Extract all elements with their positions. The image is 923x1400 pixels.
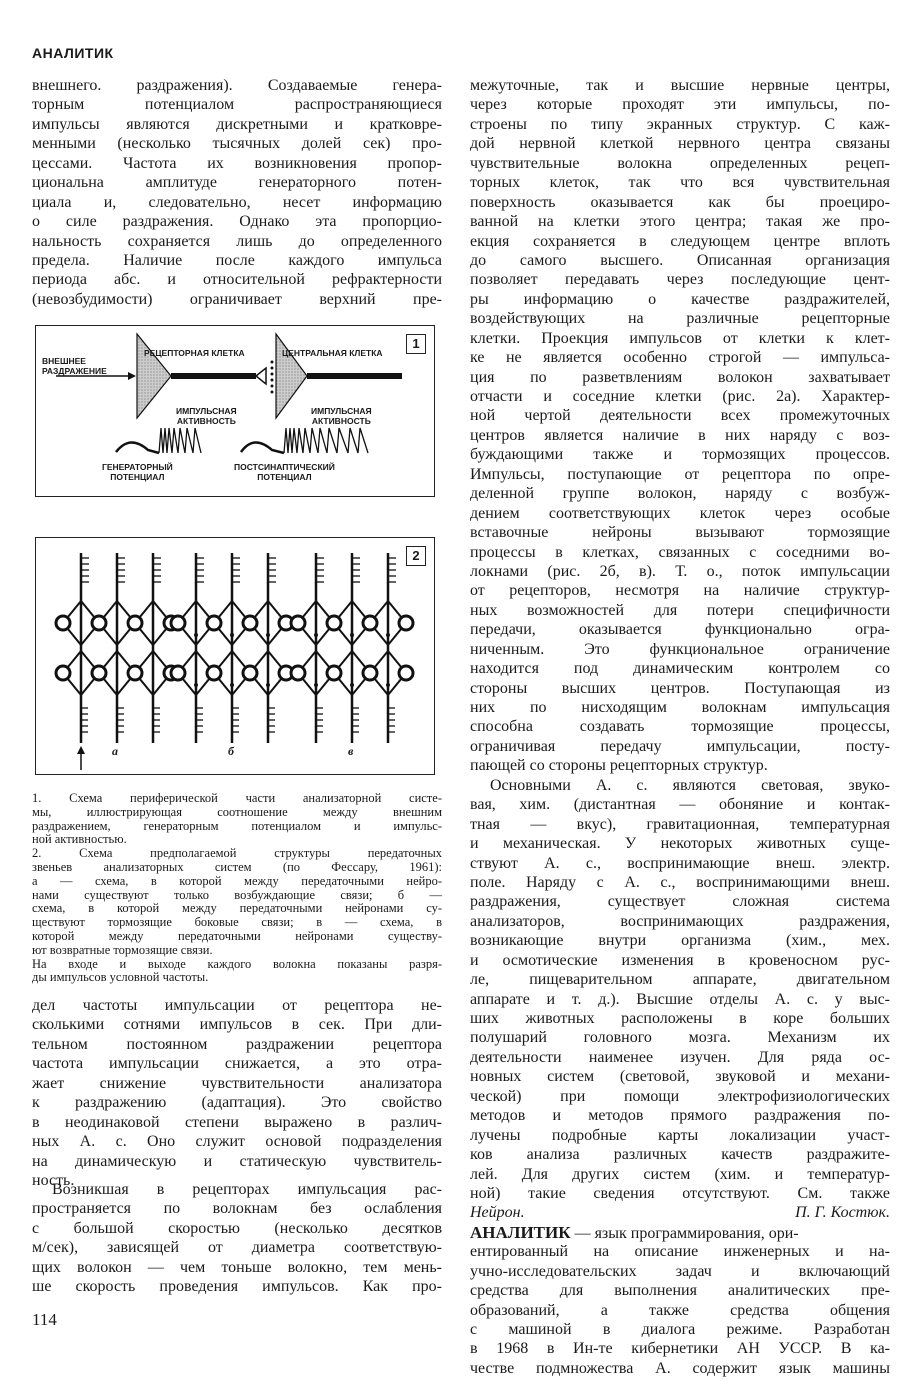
right-column <box>470 76 890 1378</box>
label-postsynaptic-potential: ПОСТСИНАПТИЧЕСКИЙ ПОТЕНЦИАЛ <box>234 462 335 482</box>
text-line: ды импульсов условной частоты. <box>32 970 209 985</box>
text-line: к раздражению (адаптация). Это свойство <box>32 1094 442 1112</box>
label-receptor-cell: РЕЦЕПТОРНАЯ КЛЕТКА <box>144 348 245 358</box>
text-line: Импульсы, поступающие от рецептора по опре- <box>470 465 890 483</box>
text-line: до самого высшего. Описанная организация <box>470 251 890 269</box>
text-line: межуточные, так и высшие нервные центры, <box>470 77 890 94</box>
postsynaptic-potential-curve <box>241 442 284 453</box>
text-line: ция по разветвлениям волокон захватывает <box>470 368 890 386</box>
neuron <box>399 666 413 680</box>
text-line: клетки. Проекция импульсов от клетки к клет- <box>470 329 890 347</box>
text-line: торным потенциалом распространяющиеся <box>32 96 442 114</box>
impulse-train-1 <box>159 428 201 453</box>
text-line: ле, пищеварительном аппарате, двигательном <box>470 971 890 989</box>
text-line: пающей со стороны рецепторных структур. <box>470 757 768 775</box>
text-line: ограничивая передачу импульсации, посту- <box>470 737 890 755</box>
text-line: о силе раздражения. Однако эта пропорцио- <box>32 213 442 231</box>
neuron <box>291 616 305 630</box>
running-head: АНАЛИТИК <box>32 45 114 61</box>
text-line: звеньев анализаторных систем (по Фессару, 1961): <box>32 859 442 874</box>
neuron <box>363 666 377 680</box>
text-line: ют возвратные тормозящие связи. <box>32 942 213 957</box>
text-line: учно-исследовательских задач и включающий <box>470 1262 890 1280</box>
text-line: внешнего. раздражения). Создаваемые генера- <box>32 77 442 94</box>
signature-line <box>470 1203 890 1222</box>
left-top-text <box>32 76 442 309</box>
text-line: позволяет передавать через последующие цент- <box>470 271 890 289</box>
neuron <box>243 666 257 680</box>
neuron <box>327 666 341 680</box>
neuron <box>243 616 257 630</box>
label-scheme-a: а <box>112 744 118 758</box>
neuron <box>92 616 106 630</box>
text-line: м/сек), зависящей от диаметра соответствую- <box>32 1239 442 1257</box>
neuron <box>171 616 185 630</box>
central-cell-body <box>276 334 307 418</box>
text-line: и механическая. У некоторых животных суще- <box>470 835 890 853</box>
text-line: стороны высших центров. Поступающая из <box>470 679 890 697</box>
left-bottom-paragraph-1 <box>32 996 442 1190</box>
inhibitory-synapse <box>266 683 270 687</box>
text-line: ческой) при помощи электрофизиологических <box>470 1087 890 1105</box>
text-line: пространяется по волокнам без ослабления <box>32 1200 442 1218</box>
text-line: центров является наличие в них наряду с воз- <box>470 426 890 444</box>
text-line: ры информацию о качестве раздражителей, <box>470 290 890 308</box>
text-line: импульсы являются дискретными и кратковре- <box>32 115 442 133</box>
left-bottom-paragraph-2 <box>32 1180 442 1297</box>
central-axon <box>307 373 402 379</box>
inhibitory-synapse <box>314 683 318 687</box>
text-line: нами существуют только возбуждающие связи; б — <box>32 887 442 902</box>
figure-number: 1 <box>406 334 426 354</box>
headword: АНАЛИТИК <box>470 1222 571 1242</box>
text-line: ной чертой деятельности всех промежуточных <box>470 407 890 425</box>
text-line: средства для выполнения аналитических пре- <box>470 1282 890 1300</box>
label-scheme-b: б <box>228 744 234 758</box>
label-central-cell: ЦЕНТРАЛЬНАЯ КЛЕТКА <box>282 348 383 358</box>
label-impulse-activity-2: ИМПУЛЬСНАЯ АКТИВНОСТЬ <box>311 406 372 426</box>
neuron <box>207 666 221 680</box>
generator-potential-curve <box>116 442 159 453</box>
text-line: на динамическую и статическую чувствитель- <box>32 1152 442 1170</box>
text-line: них по нисходящим волокнам импульсация <box>470 699 890 716</box>
text-line: методов и методов прямого раздражения по- <box>470 1107 890 1125</box>
text-line: с большой скоростью (несколько десятков <box>32 1219 442 1237</box>
text-line: ных А. с. Оно служит основой подразделения <box>32 1133 442 1151</box>
inhibitory-synapse <box>194 633 198 637</box>
text-line: способна создавать тормозящие процессы, <box>470 718 890 736</box>
right-paragraph-1 <box>470 76 890 776</box>
text-line: щих волокон — чем тоньше волокно, тем мень- <box>32 1258 442 1276</box>
text-line: ших животных расположены в коре больших <box>470 1010 890 1027</box>
inhibitory-synapse <box>230 683 234 687</box>
text-line: образований, а также средства общения <box>470 1301 890 1319</box>
text-line: дением соответствующих клеток через особые <box>470 504 890 522</box>
text-line: ществуют тормозящие боковые связи; в — схема, в <box>32 915 442 930</box>
text-line: торных клеток, так что вся чувствительная <box>470 174 890 192</box>
neuron <box>128 666 142 680</box>
entry-heading-line <box>470 1223 890 1242</box>
neuron <box>207 616 221 630</box>
label-impulse-activity-1: ИМПУЛЬСНАЯ АКТИВНОСТЬ <box>176 406 237 426</box>
text-line: чувствительные волокна определенных рецеп- <box>470 154 890 172</box>
figure-caption <box>32 792 442 985</box>
text-line: от рецепторов, несмотря на наличие структур- <box>470 582 890 600</box>
text-line: процессы в клетках, связанных с соседними во- <box>470 543 890 561</box>
author: П. Г. Костюк. <box>795 1204 890 1222</box>
text-line: ность. <box>32 1171 75 1189</box>
text-line: екция сохраняется в следующем центре вплоть <box>470 232 890 250</box>
text-line: поле. Наряду с А. с., воспринимающими внеш. <box>470 873 890 891</box>
receptor-cell-body <box>137 334 171 418</box>
text-line: поверхность оказывается как бы проециро- <box>470 193 890 211</box>
label-scheme-c: в <box>348 744 354 758</box>
neuron <box>56 616 70 630</box>
neural-network-diagram <box>36 538 436 776</box>
text-line: воздействующих на различные рецепторные <box>470 310 890 328</box>
text-line: ниченным. Это функциональное ограничение <box>470 640 890 658</box>
neuron <box>291 666 305 680</box>
text-line: ной) такие сведения отсутствуют. См. также <box>470 1184 890 1202</box>
text-line: ной активностью. <box>32 832 127 847</box>
text-line: с машиной в диалога режиме. Разработан <box>470 1321 890 1338</box>
text-line: через которые проходят эти импульсы, по- <box>470 96 890 114</box>
neuron <box>56 666 70 680</box>
text-line: На входе и выходе каждого волокна показаны разря- <box>32 956 442 971</box>
label-generator-potential: ГЕНЕРАТОРНЫЙ ПОТЕНЦИАЛ <box>102 462 173 482</box>
text-line: менными (несколько тысячных долей сек) про- <box>32 135 442 153</box>
inhibitory-synapse <box>350 633 354 637</box>
text-line: жает снижение чувствительности анализатора <box>32 1074 442 1092</box>
neuron <box>92 666 106 680</box>
text-line: вставочные нейроны вызывают тормозящие <box>470 524 890 542</box>
neuron <box>363 616 377 630</box>
text-line: ентированный на описание инженерных и на- <box>470 1243 890 1261</box>
figure-number: 2 <box>406 546 426 566</box>
synapse-dots <box>271 361 274 394</box>
inhibitory-synapse <box>386 633 390 637</box>
text-line: лей. Для других систем (хим. и температур- <box>470 1165 890 1183</box>
text-line: тная — вкус), гравитационная, температурная <box>470 815 890 833</box>
inhibitory-synapse <box>314 633 318 637</box>
text-line: в 1968 в Ин-те кибернетики АН УССР. В ка- <box>470 1340 890 1358</box>
neuron <box>327 616 341 630</box>
text-line: а — схема, в которой между передаточными нейро- <box>32 873 442 888</box>
text-line: возникающие внутри организма (хим., мех. <box>470 932 890 950</box>
arrow-head <box>77 746 85 754</box>
text-line: ванной на клетки этого центра; такая же про- <box>470 213 890 231</box>
text-line: мы, иллюстрирующая соотношение между внешним <box>32 804 442 819</box>
text-line: 2. Схема предполагаемой структуры передаточных <box>32 846 442 861</box>
text-line: сколькими сотнями импульсов в сек. При дли- <box>32 1016 442 1034</box>
neuron <box>399 616 413 630</box>
inhibitory-synapse <box>230 633 234 637</box>
text-line: вая, хим. (дистантная — обоняние и контак- <box>470 796 890 814</box>
text-line: деленной группе волокон, наряду с возбуж- <box>470 485 890 503</box>
text-line: нальность сохраняется лишь до определенного <box>32 232 442 250</box>
text-line: полушарий головного мозга. Механизм их <box>470 1029 890 1047</box>
text-line: и осмотические изменения в кровеносном рус- <box>470 951 890 969</box>
text-line: строены по типу экранных структур. С каж- <box>470 115 890 133</box>
inhibitory-synapse <box>266 633 270 637</box>
label-external-stimulus: ВНЕШНЕЕ РАЗДРАЖЕНИЕ <box>42 356 107 376</box>
text-line: ке не является особенно строгой — импульса- <box>470 349 890 367</box>
text-line: 1. Схема периферической части анализаторной систе- <box>32 791 442 805</box>
text-line: циала и, следовательно, несет информацию <box>32 193 442 211</box>
text-line: дел частоты импульсации от рецептора не- <box>32 997 442 1014</box>
text-line: цессами. Частота их возникновения пропор- <box>32 154 442 172</box>
text-line: в неодинаковой степени выражено в различ- <box>32 1113 442 1131</box>
text-line: частота импульсации снижается, а это отра- <box>32 1055 442 1073</box>
inhibitory-synapse <box>194 683 198 687</box>
text-line: (невозбудимости) ограничивает верхний пре- <box>32 290 442 308</box>
text-line: ствуют А. с., воспринимающие внеш. электр. <box>470 854 890 872</box>
inhibitory-synapse <box>350 683 354 687</box>
text-line: тельном постоянном раздражении рецептора <box>32 1035 442 1053</box>
text-line: дой нервной клеткой нервного центра связаны <box>470 135 890 153</box>
text-line: ных возможностей для потери специфичности <box>470 601 890 619</box>
text-line: лучены подробные карты локализации участ- <box>470 1126 890 1144</box>
text-line: локнами (рис. 2б, в). Т. о., поток импульсации <box>470 562 890 580</box>
entry-definition-start: — язык программирования, ори- <box>570 1224 799 1242</box>
neuron <box>128 616 142 630</box>
text-line: Основными А. с. являются световая, звуко- <box>490 776 890 794</box>
text-line: отчасти и соседние клетки (рис. 2а). Характер- <box>470 388 890 405</box>
text-line: находится под динамическим контролем со <box>470 660 890 678</box>
inhibitory-synapse <box>386 683 390 687</box>
text-line: передачи, оказывается функционально огра- <box>470 621 890 639</box>
figure-1 <box>35 325 435 497</box>
text-line: схема, в которой между передаточными нейронами су- <box>32 901 442 916</box>
text-line: Возникшая в рецепторах импульсация рас- <box>52 1181 442 1198</box>
text-line: ков анализа различных качеств раздражите- <box>470 1146 890 1164</box>
text-line: честве подмножества А. содержит язык машины <box>470 1359 890 1377</box>
text-line: деятельности наименее изучен. Для ряда ос- <box>470 1048 890 1066</box>
right-paragraph-2 <box>470 776 890 1204</box>
neuron <box>171 666 185 680</box>
text-line: ше скорость проведения импульсов. Как про- <box>32 1278 442 1296</box>
receptor-axon <box>171 373 256 379</box>
text-line: циональна амплитуде генераторного потен- <box>32 174 442 192</box>
entry-body <box>470 1242 890 1378</box>
text-line: которой между передаточными нейронами существу- <box>32 928 442 943</box>
text-line: аппарате и т. д.). Высшие отделы А. с. у выс- <box>470 990 890 1008</box>
impulse-train-2 <box>284 428 368 453</box>
text-line: периода абс. и относительной рефрактерности <box>32 271 442 289</box>
text-line: буждающими также и тормозящих процессов. <box>470 446 890 464</box>
text-line: анализаторов, воспринимающих раздражения, <box>470 912 890 930</box>
text-line: раздражения, существует сложная система <box>470 893 890 911</box>
see-also-link[interactable]: Нейрон. <box>470 1204 525 1222</box>
text-line: новных систем (световой, звуковой и механи- <box>470 1068 890 1086</box>
text-line: предела. Наличие после каждого импульса <box>32 251 442 269</box>
page-number: 114 <box>32 1310 57 1329</box>
figure-2 <box>35 537 435 775</box>
text-line: раздражением, генераторным потенциалом и импульс- <box>32 818 442 833</box>
